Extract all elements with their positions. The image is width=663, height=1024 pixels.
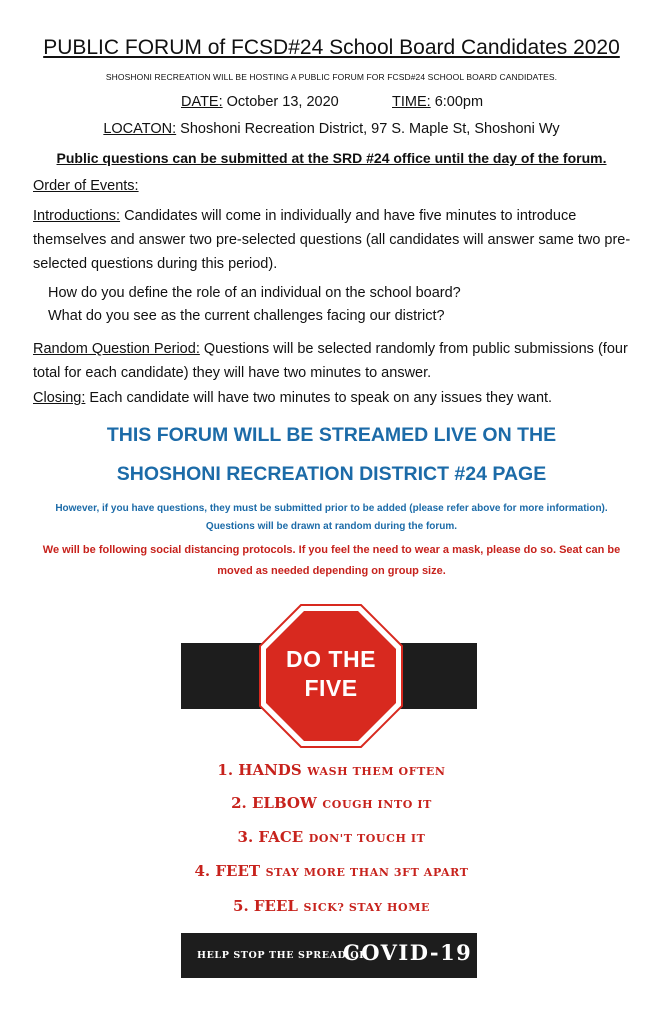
covid-banner-small: HELP STOP THE SPREAD OF xyxy=(197,950,367,961)
covid-banner xyxy=(181,933,477,978)
distancing-note: We will be following social distancing protocols. If you feel the need to wear a mask, please do so. Seat can be moved as needed depending on group size. xyxy=(42,544,621,577)
page-subtitle: SHOSHONI RECREATION WILL BE HOSTING A PUBLIC FORUM FOR FCSD#24 SCHOOL BOARD CANDIDATES. xyxy=(105,72,558,82)
random-question-text: Questions will be selected randomly from public submissions (four total for each candidate) they will have two minutes to answer. xyxy=(33,341,628,381)
stop-sign-line-2: FIVE xyxy=(304,675,358,701)
stream-heading-2: SHOSHONI RECREATION DISTRICT #24 PAGE xyxy=(116,463,547,485)
time-line xyxy=(392,94,483,110)
covid-banner-big: COVID-19 xyxy=(343,940,473,965)
location-value: Shoshoni Recreation District, 97 S. Maple St, Shoshoni Wy xyxy=(176,121,560,137)
random-question-paragraph xyxy=(33,337,633,385)
step-item xyxy=(0,760,663,779)
stop-sign-line-1: DO THE xyxy=(286,646,376,672)
step-item xyxy=(0,793,663,812)
stream-note-2: Questions will be drawn at random during the forum. xyxy=(205,521,458,532)
step-desc: DON'T TOUCH IT xyxy=(308,832,426,845)
stream-heading-1: THIS FORUM WILL BE STREAMED LIVE ON THE xyxy=(106,424,557,446)
step-title: 5. FEEL xyxy=(233,897,298,915)
time-label: TIME: xyxy=(392,94,431,110)
random-question-label: Random Question Period: xyxy=(33,341,200,357)
step-item xyxy=(0,827,663,846)
step-title: 4. FEET xyxy=(194,862,261,880)
closing-paragraph xyxy=(33,390,552,406)
closing-label: Closing: xyxy=(33,390,86,406)
step-desc: WASH THEM OFTEN xyxy=(307,765,446,778)
question-1: How do you define the role of an individual on the school board? xyxy=(48,285,461,301)
introductions-label: Introductions: xyxy=(33,208,121,224)
step-title: 1. HANDS xyxy=(217,761,302,779)
step-item xyxy=(0,896,663,915)
introductions-text: Candidates will come in individually and have five minutes to introduce themselves and answer two pre-selected questions (all candidates will answer same two pre-selected questions during this period). xyxy=(33,208,631,272)
stream-note-1: However, if you have questions, they must be submitted prior to be added (please refer above for more information). xyxy=(55,503,608,514)
step-desc: STAY MORE THAN 3FT APART xyxy=(265,866,469,879)
question-2: What do you see as the current challenges facing our district? xyxy=(48,308,445,324)
step-title: 3. FACE xyxy=(237,828,304,846)
date-label: DATE: xyxy=(181,94,223,110)
submission-note: Public questions can be submitted at the SRD #24 office until the day of the forum. xyxy=(56,150,607,166)
introductions-paragraph xyxy=(33,204,633,276)
page-title: PUBLIC FORUM of FCSD#24 School Board Candidates 2020 xyxy=(43,36,620,59)
location-label: LOCATON: xyxy=(103,121,177,137)
date-line xyxy=(181,94,339,110)
location-line xyxy=(0,121,663,137)
step-desc: SICK? STAY HOME xyxy=(303,901,430,914)
order-of-events-heading: Order of Events: xyxy=(33,178,139,194)
step-title: 2. ELBOW xyxy=(231,794,317,812)
closing-text: Each candidate will have two minutes to speak on any issues they want. xyxy=(85,390,553,406)
time-value: 6:00pm xyxy=(430,94,484,110)
step-desc: COUGH INTO IT xyxy=(322,798,432,811)
step-item xyxy=(0,861,663,880)
date-value: October 13, 2020 xyxy=(222,94,339,110)
